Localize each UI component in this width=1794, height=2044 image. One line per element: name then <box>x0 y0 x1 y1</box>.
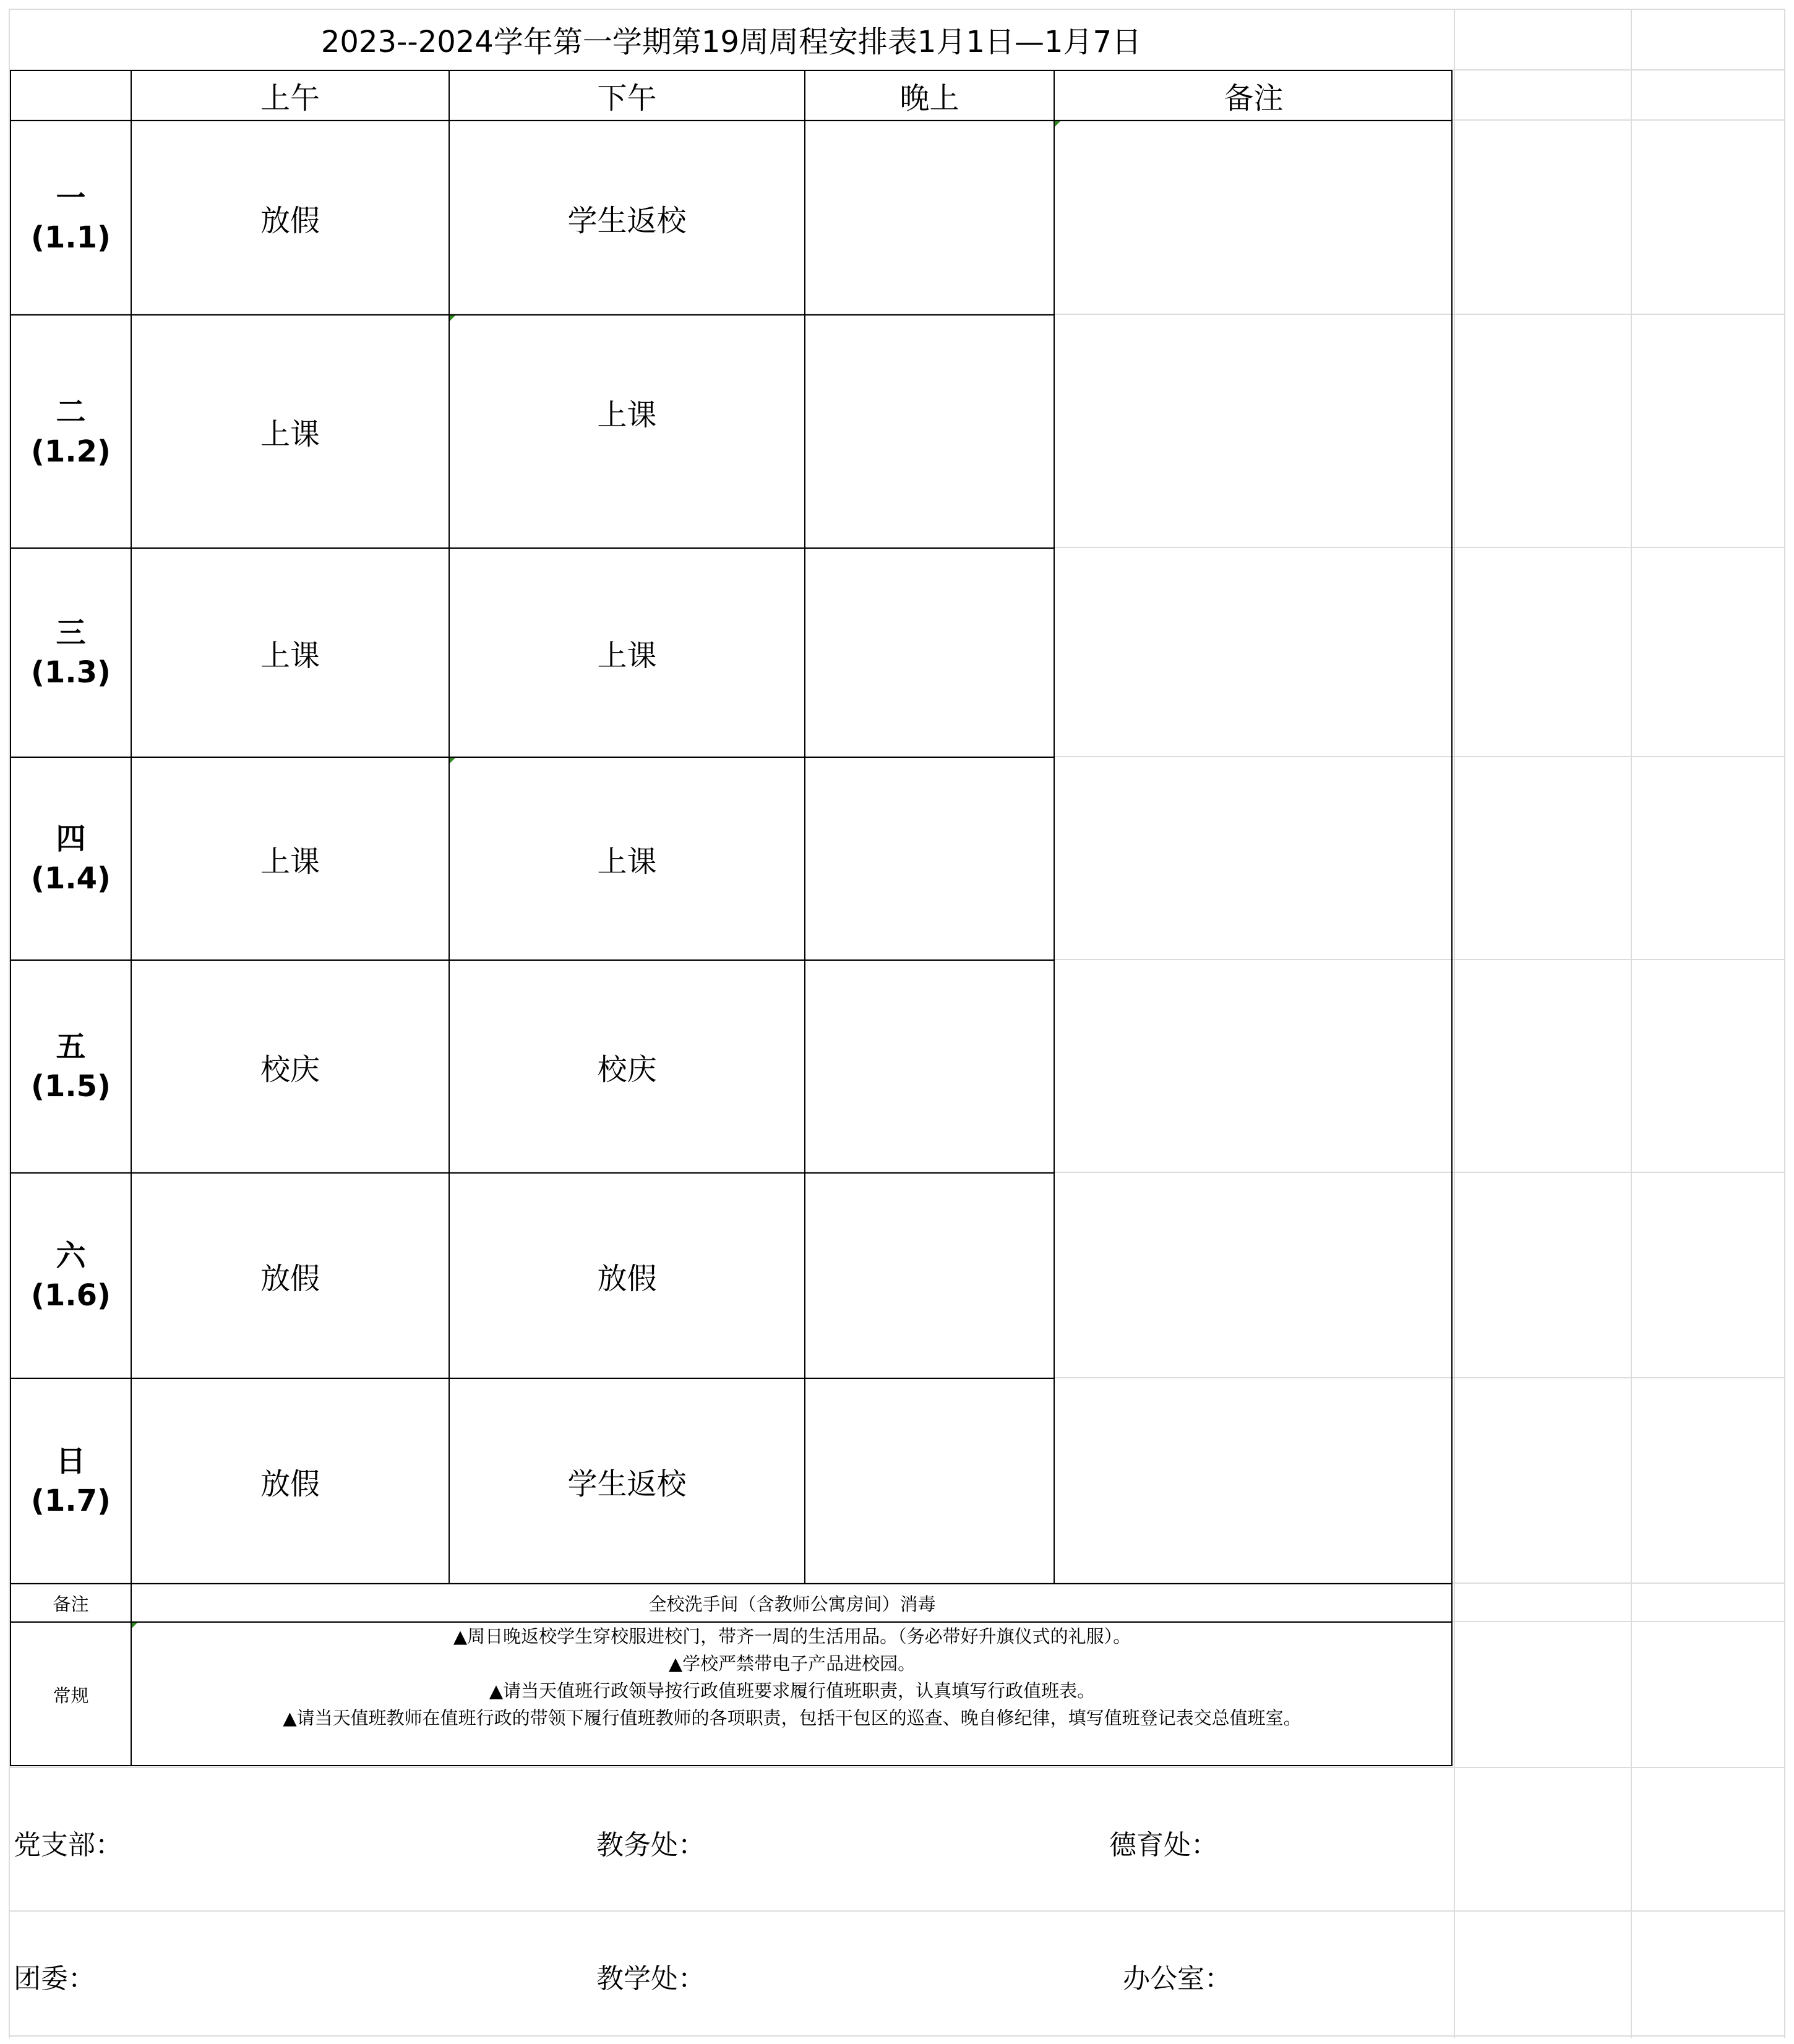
day-name: 六 <box>56 1239 86 1273</box>
routine-line: ▲请当天值班行政领导按行政值班要求履行值班职责，认真填写行政值班表。 <box>489 1680 1096 1701</box>
day-name: 日 <box>56 1444 86 1479</box>
routine-text <box>132 1623 1453 1732</box>
evening-activity <box>805 961 1054 1172</box>
day-label <box>11 758 131 960</box>
routine-label: 常规 <box>53 1685 89 1706</box>
evening-activity <box>805 1174 1054 1378</box>
gridline <box>9 1767 1785 1768</box>
schedule-table <box>10 70 1453 1766</box>
day-name: 一 <box>56 181 86 215</box>
evening-activity <box>805 316 1054 548</box>
notes-label: 备注 <box>53 1593 89 1615</box>
day-date: (1.2) <box>31 434 111 469</box>
header-evening: 晚上 <box>899 81 959 116</box>
day-date: (1.3) <box>31 655 111 690</box>
day-date: (1.5) <box>31 1069 111 1104</box>
morning-activity: 放假 <box>260 1261 320 1296</box>
morning-activity: 校庆 <box>260 1052 320 1087</box>
header-morning: 上午 <box>260 81 320 116</box>
remarks-cell <box>1055 121 1453 1583</box>
gridline <box>1631 9 1632 2038</box>
evening-activity <box>805 121 1054 314</box>
afternoon-activity: 放假 <box>597 1261 657 1296</box>
afternoon-activity: 上课 <box>597 844 657 879</box>
evening-activity <box>805 549 1054 757</box>
morning-activity: 上课 <box>260 417 320 452</box>
gridline <box>1784 9 1785 2038</box>
signature-moral-education: 德育处： <box>1109 1829 1218 1861</box>
morning-activity: 上课 <box>260 844 320 879</box>
notes-text: 全校洗手间（含教师公寓房间）消毒 <box>648 1593 936 1615</box>
day-name: 三 <box>56 616 86 650</box>
signature-general-office: 办公室： <box>1123 1963 1232 1995</box>
routine-line: ▲请当天值班教师在值班行政的带领下履行值班教师的各项职责，包括干包区的巡查、晚自修纪律，填写值班登记表交总值班室。 <box>283 1707 1302 1728</box>
afternoon-activity: 上课 <box>597 397 657 432</box>
routine-line: ▲学校严禁带电子产品进校园。 <box>668 1653 916 1674</box>
day-date: (1.6) <box>31 1278 111 1313</box>
afternoon-activity: 学生返校 <box>567 1466 687 1501</box>
day-label <box>11 1174 131 1378</box>
day-date: (1.1) <box>31 220 111 255</box>
page-title: 2023--2024学年第一学期第19周周程安排表1月1日—1月7日 <box>320 24 1142 59</box>
day-label <box>11 1379 131 1583</box>
header-afternoon: 下午 <box>597 81 657 116</box>
afternoon-activity: 校庆 <box>597 1052 657 1087</box>
day-label <box>11 316 131 548</box>
signature-youth-league: 团委： <box>14 1963 95 1995</box>
day-label <box>11 549 131 757</box>
afternoon-activity: 上课 <box>597 638 657 673</box>
morning-activity: 放假 <box>260 1466 320 1501</box>
routine-line: ▲周日晚返校学生穿校服进校门，带齐一周的生活用品。（务必带好升旗仪式的礼服）。 <box>453 1626 1131 1647</box>
morning-activity: 放假 <box>260 203 320 238</box>
day-label <box>11 121 131 314</box>
morning-activity: 上课 <box>260 638 320 673</box>
signature-teaching-office: 教学处： <box>596 1963 705 1995</box>
signature-party-branch: 党支部： <box>14 1829 122 1861</box>
day-date: (1.7) <box>31 1484 111 1518</box>
evening-activity <box>805 758 1054 960</box>
afternoon-activity: 学生返校 <box>567 203 687 238</box>
header-remarks: 备注 <box>1224 81 1284 116</box>
gridline <box>9 1910 1785 1912</box>
day-name: 二 <box>56 394 86 429</box>
gridline <box>1454 9 1455 2038</box>
signature-academic-affairs: 教务处： <box>596 1829 705 1861</box>
day-label <box>11 961 131 1172</box>
gridline <box>9 2035 1785 2037</box>
evening-activity <box>805 1379 1054 1583</box>
day-name: 五 <box>56 1029 86 1064</box>
day-name: 四 <box>56 822 86 856</box>
day-date: (1.4) <box>31 861 111 896</box>
